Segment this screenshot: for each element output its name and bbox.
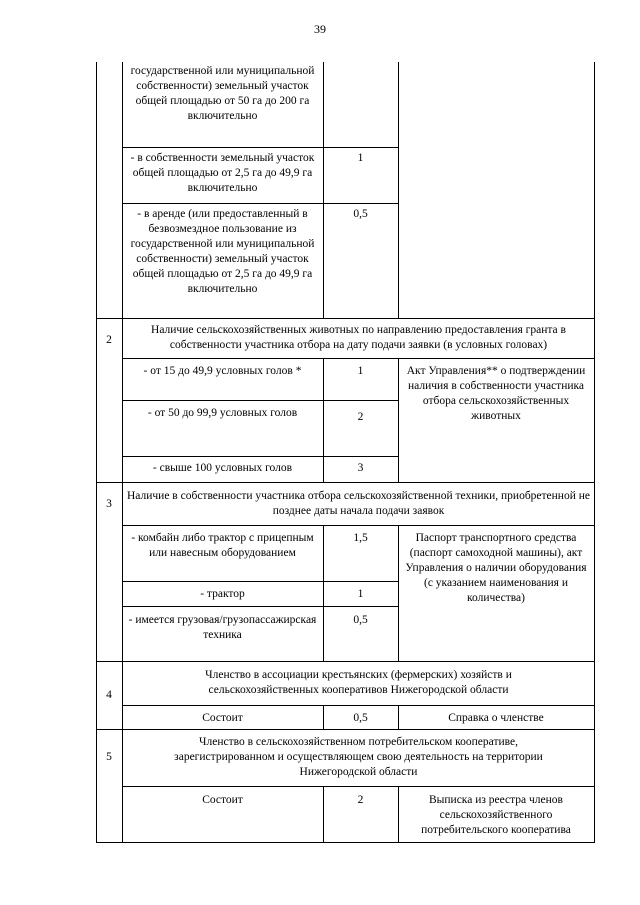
option-label: - свыше 100 условных голов [152, 462, 293, 474]
page-number: 39 [314, 22, 326, 36]
option-label: - имеется грузовая/грузопассажирская техника [128, 614, 317, 641]
criterion-title: Членство в сельскохозяйственном потребительском кооперативе, зарегистрированном и осуществляющем свою деятельность на территории Нижегородской области [174, 736, 543, 778]
option-label: - трактор [200, 588, 245, 600]
row-number: 2 [106, 334, 112, 346]
option-label: - комбайн либо трактор с прицепным или навесным оборудованием [131, 532, 314, 559]
required-document: Выписка из реестра членов сельскохозяйственного потребительского кооператива [421, 794, 571, 836]
option-score: 0,5 [353, 208, 368, 220]
option-score: 2 [357, 794, 364, 806]
row-number: 5 [106, 751, 112, 763]
option-label: - от 15 до 49,9 условных голов * [143, 365, 302, 377]
option-score: 1,5 [353, 532, 368, 544]
option-score: 2 [357, 411, 364, 423]
option-score: 3 [357, 462, 364, 474]
row-number: 4 [106, 689, 112, 701]
row-number: 3 [106, 498, 112, 510]
required-document: Акт Управления** о подтверждении наличия в собственности участника отбора сельскохозяйственных животных [406, 365, 586, 422]
required-document: Паспорт транспортного средства (паспорт самоходной машины), акт Управления о наличии оборудования (с указанием наименования и количества) [405, 532, 587, 604]
criterion-title: Членство в ассоциации крестьянских (фермерских) хозяйств и сельскохозяйственных кооперативов Нижегородской области [205, 669, 512, 696]
option-score: 1 [357, 365, 364, 377]
option-score: 0,5 [353, 614, 368, 626]
option-label: - в аренде (или предоставленный в безвозмездное пользование из государственной или муниципальной собственности) земельный участок общей площадью от 2,5 га до 49,9 га включительно [130, 208, 315, 295]
criterion-title: Наличие в собственности участника отбора сельскохозяйственной техники, приобретенной не позднее даты начала подачи заявок [126, 490, 590, 517]
required-document: Справка о членстве [448, 712, 544, 724]
option-score: 1 [357, 152, 364, 164]
option-score: 1 [357, 588, 364, 600]
criterion-title: Наличие сельскохозяйственных животных по направлению предоставления гранта в собственности участника отбора на дату подачи заявки (в условных головах) [151, 324, 566, 351]
option-score: 0,5 [353, 712, 368, 724]
option-label: - в собственности земельный участок общей площадью от 2,5 га до 49,9 га включительно [130, 152, 315, 194]
option-label: Состоит [202, 794, 243, 806]
option-label: - от 50 до 99,9 условных голов [147, 407, 298, 419]
criterion-continued: государственной или муниципальной собственности) земельный участок общей площадью от 50 га до 200 га включительно [130, 65, 315, 122]
option-label: Состоит [202, 712, 243, 724]
